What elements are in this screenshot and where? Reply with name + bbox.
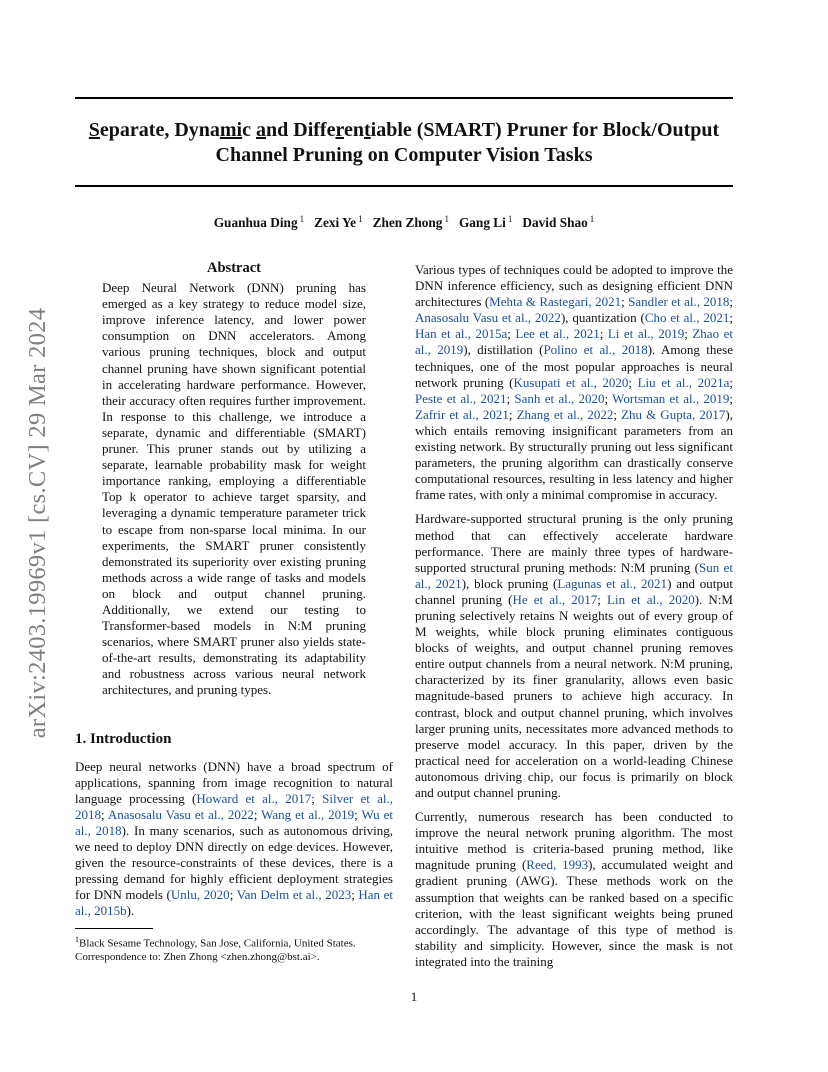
title-text: en — [343, 119, 364, 141]
citation-link[interactable]: Zafrir et al., 2021 — [415, 406, 509, 422]
citation-link[interactable]: Unlu, 2020 — [170, 887, 230, 903]
footnote — [75, 933, 393, 965]
citation-link[interactable]: Li et al., 2019 — [607, 326, 685, 342]
author-name: David Shao $^1$ — [522, 214, 595, 231]
citation-link[interactable]: Lin et al., 2020 — [607, 591, 695, 607]
author-affiliation-mark: 1 — [507, 214, 513, 224]
citation-link[interactable]: Reed, 1993 — [526, 857, 589, 873]
title-top-rule — [75, 97, 733, 99]
right-column — [415, 262, 733, 970]
citation-link[interactable]: Peste et al., 2021 — [415, 390, 507, 406]
citation-link[interactable]: Liu et al., 2021a — [637, 374, 730, 390]
title-acronym-letter: mi — [219, 119, 243, 141]
citation-link[interactable]: Silver et al., 2018 — [75, 790, 393, 822]
author-list — [75, 214, 733, 231]
arxiv-sidebar — [18, 286, 58, 760]
author-name: Gang Li $^1$ — [458, 214, 513, 231]
title-acronym-letter: S — [88, 119, 100, 141]
citation-link[interactable]: He et al., 2017 — [512, 591, 598, 607]
author-name: Zexi Ye $^1$ — [314, 214, 363, 231]
citation-link[interactable]: Zhao et al., 2019 — [415, 326, 733, 358]
citation-link[interactable]: Zhang et al., 2022 — [516, 406, 614, 422]
author-affiliation-mark: 1 — [358, 214, 363, 224]
title-text: eparate, Dyna — [99, 119, 220, 141]
title-line-2: Channel Pruning on Computer Vision Tasks — [215, 144, 593, 166]
citation-link[interactable]: Zhu & Gupta, 2017 — [621, 406, 726, 422]
page-number: 1 — [410, 989, 418, 1004]
citation-link[interactable]: Wang et al., 2019 — [261, 806, 355, 822]
citation-link[interactable]: Mehta & Rastegari, 2021 — [489, 294, 622, 310]
citation-link[interactable]: Lagunas et al., 2021 — [557, 575, 668, 591]
abstract-heading: Abstract — [207, 260, 261, 276]
author-affiliation-mark: 1 — [444, 214, 449, 224]
abstract-body: Deep Neural Network (DNN) pruning has emerged as a key strategy to reduce model size, improve inference latency, and lower power consumption on DNN accelerators. Among various pruning techniques, block and output channel pruning have shown significant potential in accelerating hardware performance. However, their accuracy often requires further improvement. In response to this challenge, we introduce a separate, dynamic and differentiable (SMART) pruner. This pruner stands out by utilizing a separate, learnable probability mask for weight importance ranking, employing a differentiable Top k operator to achieve target sparsity, and leveraging a dynamic temperature parameter trick to escape from non-sparse local minima. In our experiments, the SMART pruner consistently demonstrated its superiority over existing pruning methods across a wide range of tasks and models on block and output channel pruning. Additionally, we extend our testing to Transformer-based models in N:M pruning scenarios, where SMART pruner also yields state-of-the-art results, demonstrating its adaptability and robustness across various neural network architectures, and pruning types. — [102, 280, 366, 698]
citation-link[interactable]: Howard et al., 2017 — [196, 790, 312, 806]
citation-link[interactable]: Han et al., 2015a — [415, 326, 508, 342]
title-text: nd Diffe — [266, 119, 336, 141]
body-paragraph-1: Various types of techniques could be adopted to improve the DNN inference efficiency, such as designing efficient DNN architectures (Mehta & Rastegari, 2021; Sandler et al., 2018; Anasosalu Vasu et al., 2022), quantization (Cho et al., 2021; Han et al., 2015a; Lee et al., 2021; Li et al., 2019; Zhao et al., 2019), distillation (Polino et al., 2018). Among these techniques, one of the most popular approaches is neural network pruning (Kusupati et al., 2020; Liu et al., 2021a; Peste et al., 2021; Sanh et al., 2020; Wortsman et al., 2019; Zafrir et al., 2021; Zhang et al., 2022; Zhu & Gupta, 2017), which entails removing insignificant parameters from an existing network. By structurally pruning out less significant parameters, the pruning algorithm can drastically conserve computational resources, resulting in less latency and higher frame rates, with only a minimal compromise in accuracy. — [415, 262, 734, 503]
title-acronym-letter: r — [335, 119, 344, 141]
author-name: Guanhua Ding $^1$ — [213, 214, 305, 231]
author-affiliation-mark: 1 — [299, 214, 305, 224]
title-bottom-rule — [75, 185, 733, 187]
citation-link[interactable]: Lee et al., 2021 — [515, 326, 600, 342]
introduction-paragraph: Deep neural networks (DNN) have a broad spectrum of applications, spanning from image recognition to natural language processing (Howard et al., 2017; Silver et al., 2018; Anasosalu Vasu et al., 2022; Wang et al., 2019; Wu et al., 2018). In many scenarios, such as autonomous driving, we need to deploy DNN directly on edge devices. However, given the resource-constraints of these devices, there is a pressing demand for highly efficient deployment strategies for DNN models (Unlu, 2020; Van Delm et al., 2023; Han et al., 2015b). — [75, 758, 393, 919]
citation-link[interactable]: Sanh et al., 2020 — [514, 390, 605, 406]
citation-link[interactable]: Wortsman et al., 2019 — [612, 390, 730, 406]
citation-link[interactable]: Anasosalu Vasu et al., 2022 — [107, 806, 254, 822]
left-column — [75, 260, 393, 964]
title-text: c — [242, 119, 256, 141]
title-acronym-letter: a — [256, 119, 266, 141]
introduction-heading: 1. Introduction — [75, 730, 172, 747]
footnote-rule — [75, 928, 153, 929]
title-line-1 — [75, 118, 733, 143]
body-paragraph-2: Hardware-supported structural pruning is the only pruning method that can effectively accelerate hardware performance. There are mainly three types of hardware-supported structural pruning methods: N:M pruning (Sun et al., 2021), block pruning (Lagunas et al., 2021) and output channel pruning (He et al., 2017; Lin et al., 2020). N:M pruning selectively retains N weights out of every group of M weights, while block pruning eliminates contiguous blocks of weights, and output channel pruning removes entire output channels from a neural network. N:M pruning, characterized by its finer granularity, allows even basic magnitude-based pruners to achieve high accuracy. In contrast, block and output channel pruning, which involves larger pruning units, necessitates more advanced methods to preserve model accuracy. In this paper, driven by the practical need for acceleration on a world-leading Chinese autonomous driving chip, our focus is primarily on block and output channel pruning. — [415, 511, 733, 800]
paper-title — [75, 118, 733, 168]
title-text: iable (SMART) Pruner for Block/Output — [370, 119, 720, 141]
body-paragraph-3: Currently, numerous research has been conducted to improve the neural network pruning algorithm. The most intuitive method is criteria-based pruning method, like magnitude pruning (Reed, 1993), accumulated weight and gradient pruning (AWG). These methods work on the assumption that weights can be ranked based on a specific criterion, with the least significant weights being pruned accordingly. The advantage of this type of method is stability and simplicity. However, since the mask is not integrated into the training — [415, 809, 733, 969]
citation-link[interactable]: Polino et al., 2018 — [543, 342, 648, 358]
citation-link[interactable]: Kusupati et al., 2020 — [513, 374, 629, 390]
arxiv-identifier: arXiv:2403.19969v1 [cs.CV] 29 Mar 2024 — [24, 307, 51, 739]
citation-link[interactable]: Van Delm et al., 2023 — [236, 887, 352, 903]
citation-link[interactable]: Anasosalu Vasu et al., 2022 — [415, 310, 561, 326]
citation-link[interactable]: Sandler et al., 2018 — [628, 294, 730, 310]
author-name: Zhen Zhong $^1$ — [372, 214, 449, 231]
citation-link[interactable]: Han et al., 2015b — [75, 887, 393, 919]
footnote-mark: 1 — [75, 934, 79, 944]
author-affiliation-mark: 1 — [589, 214, 595, 224]
footnote-text: Black Sesame Technology, San Jose, California, United States. Correspondence to: Zhen Zhong <zhen.zhong@bst.ai>. — [75, 937, 356, 963]
title-acronym-letter: t — [363, 119, 371, 141]
citation-link[interactable]: Cho et al., 2021 — [644, 310, 730, 326]
citation-link[interactable]: Sun et al., 2021 — [415, 559, 733, 591]
citation-link[interactable]: Wu et al., 2018 — [75, 806, 393, 838]
